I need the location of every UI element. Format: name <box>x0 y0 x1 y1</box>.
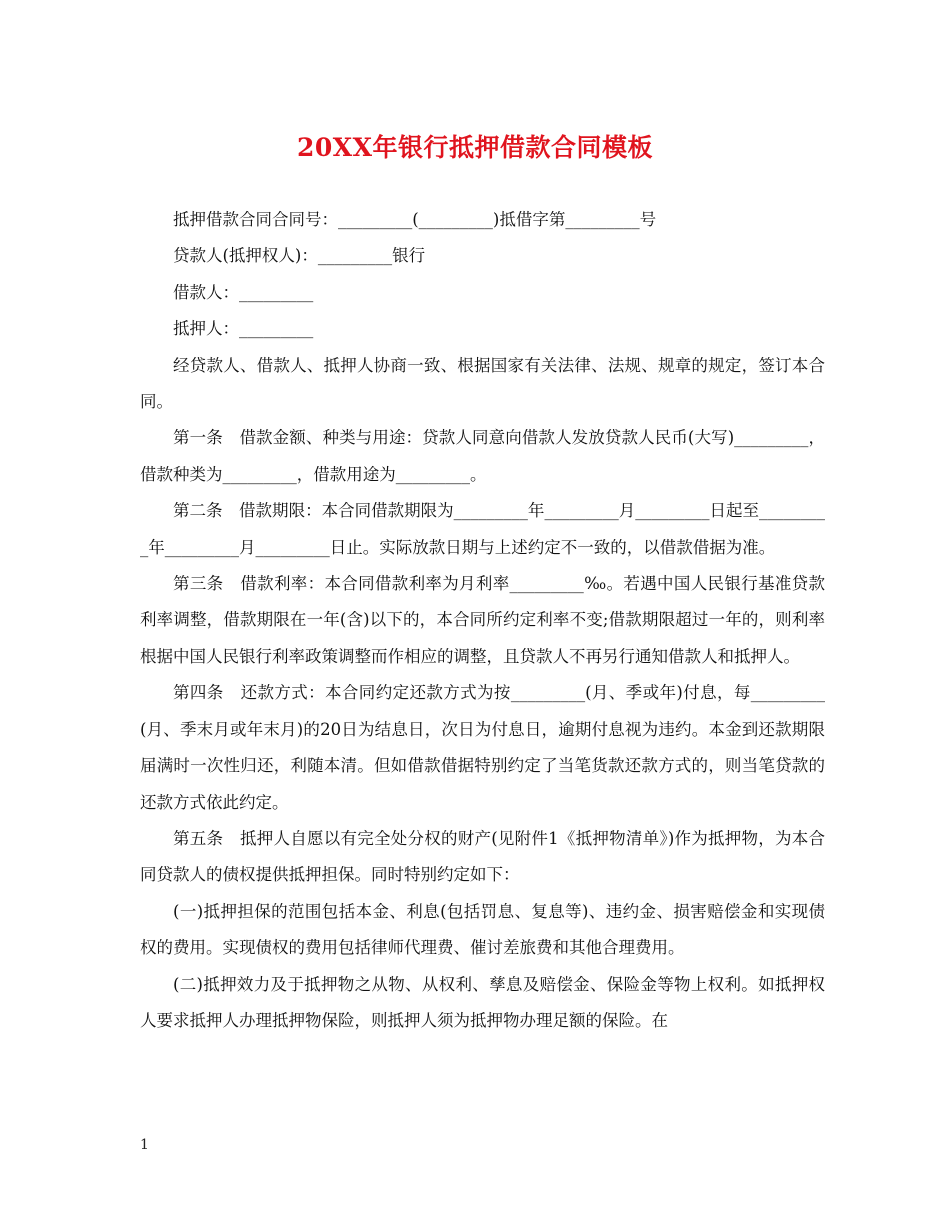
mortgagor-line: 抵押人：_________ <box>173 319 314 339</box>
clause-1-paragraph: (一)抵押担保的范围包括本金、利息(包括罚息、复息等)、违约金、损害赔偿金和实现债权的费用。实现债权的费用包括律师代理费、催讨差旅费和其他合理费用。 <box>140 901 825 958</box>
article-1-paragraph: 第一条 借款金额、种类与用途：贷款人同意向借款人发放贷款人民币(大写)_________，借款种类为_________，借款用途为_________。 <box>140 428 825 484</box>
document-body <box>140 202 825 1039</box>
page-number: 1 <box>140 1137 149 1153</box>
preamble-paragraph: 经贷款人、借款人、抵押人协商一致、根据国家有关法律、法规、规章的规定，签订本合同。 <box>140 355 825 412</box>
article-2-paragraph: 第二条 借款期限：本合同借款期限为_________年_________月_________日起至_________年_________月_________日止。实际放款日期与上述约定不一致的，以借款借据为准。 <box>140 501 825 557</box>
lender-line: 贷款人(抵押权人)：_________银行 <box>173 246 426 266</box>
contract-number-line: 抵押借款合同合同号：_________(_________)抵借字第_________号 <box>173 210 657 229</box>
document-title: 20XX年银行抵押借款合同模板 <box>296 133 654 162</box>
borrower-line: 借款人：_________ <box>173 282 314 302</box>
article-4-paragraph: 第四条 还款方式：本合同约定还款方式为按_________(月、季或年)付息，每_________(月、季末月或年末月)的20日为结息日，次日为付息日，逾期付息视为违约。本金到还款期限届满时一次性归还，利随本清。但如借款借据特别约定了当笔货款还款方式的，则当笔贷款的还款方式依此约定。 <box>140 683 825 812</box>
article-3-paragraph: 第三条 借款利率：本合同借款利率为月利率_________‰。若遇中国人民银行基准贷款利率调整，借款期限在一年(含)以下的，本合同所约定利率不变;借款期限超过一年的，则利率根据中国人民银行利率政策调整而作相应的调整，且贷款人不再另行通知借款人和抵押人。 <box>140 574 825 666</box>
article-5-paragraph: 第五条 抵押人自愿以有完全处分权的财产(见附件1《抵押物清单》)作为抵押物，为本合同贷款人的债权提供抵押担保。同时特别约定如下： <box>140 828 825 885</box>
clause-2-paragraph: (二)抵押效力及于抵押物之从物、从权利、孳息及赔偿金、保险金等物上权利。如抵押权人要求抵押人办理抵押物保险，则抵押人须为抵押物办理足额的保险。在 <box>140 974 825 1030</box>
